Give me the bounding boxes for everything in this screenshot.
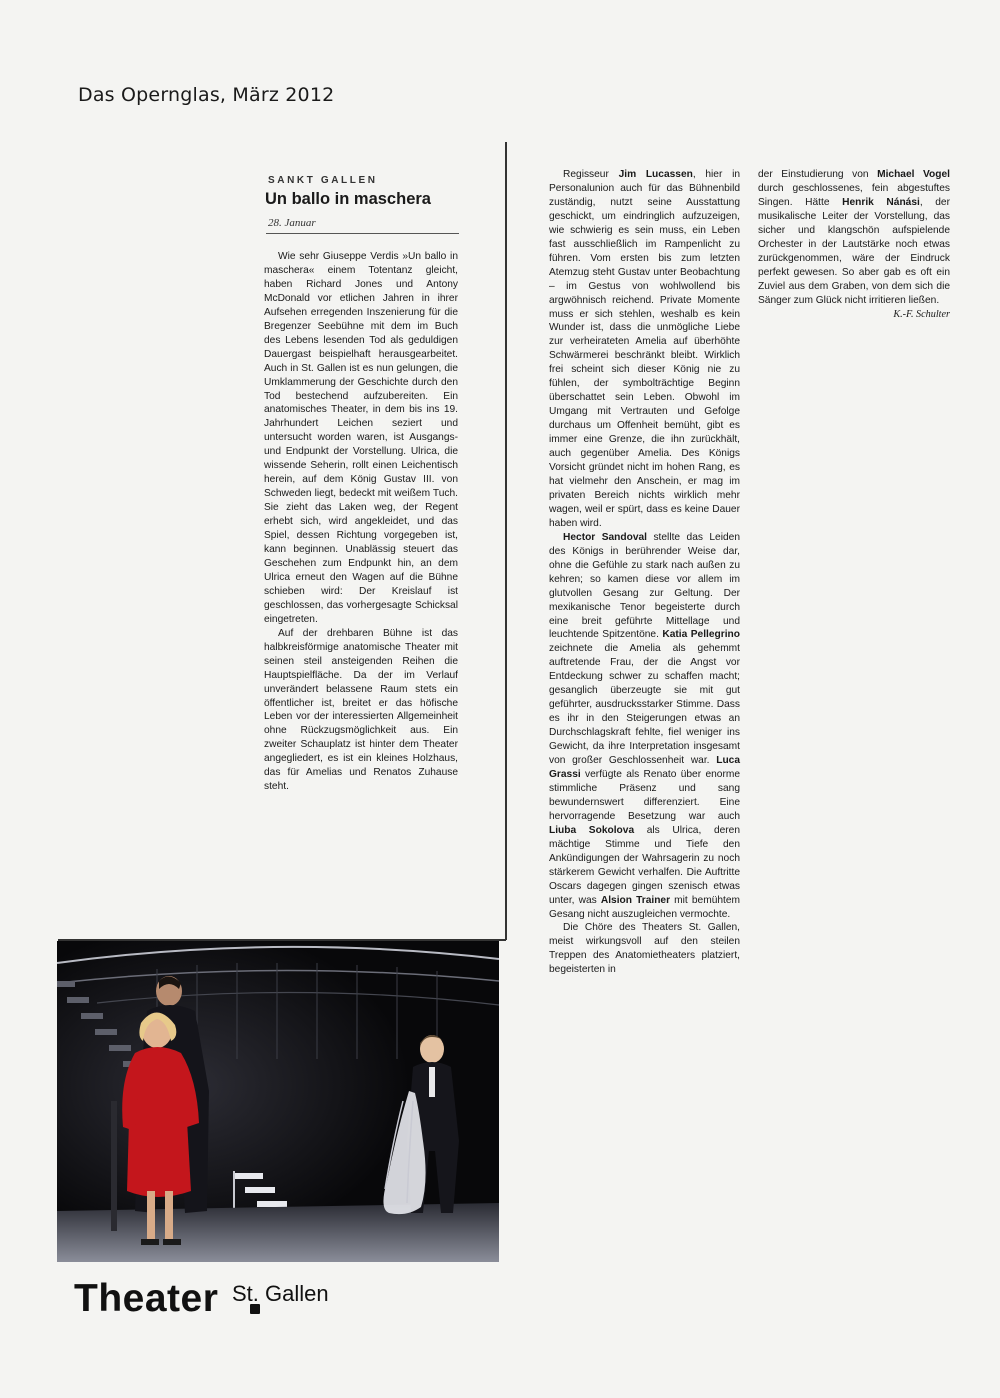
date-underline — [266, 233, 459, 234]
stage-photo-image — [57, 941, 499, 1262]
theater-logo — [74, 1277, 329, 1321]
article-column-3 — [758, 168, 950, 321]
person-name: Liuba Sokolova — [549, 824, 635, 836]
paragraph: Hector Sandoval stellte das Leiden des Königs in berührender Weise dar, ohne die Gefühle zu stark nach außen zu kehren; so kamen diese vor allem im glutvollen Gesang zur Geltung. Der mexikanische Tenor begeisterte durch eine breit geführte Mittellage und leuchtende Spitzentöne. Katia Pellegrino zeichnete die Amelia als gehemmt auftretende Frau, der die Angst vor Entdeckung schwer zu schaffen macht; gesanglich überzeugte sie mit gut geführter, ausdrucksstarker Stimme. Dass es ihr in den Steigerungen etwas an Durchschlagskraft fehlte, fiel weniger ins Gewicht, da ihre Interpretation insgesamt von großer Geschlossenheit war. Luca Grassi verfügte als Renato über enorme stimmliche Präsenz und sang bewundernswert differenziert. Eine hervorragende Besetzung war auch Liuba Sokolova als Ulrica, deren mächtige Stimme und Tiefe den Ankündigungen der Wahrsagerin zu noch stärkerem Gewicht verhalfen. Die Auftritte Oscars dagegen gingen szenisch etwas unter, was Alsion Trainer mit bemühtem Gesang nicht auszugleichen vermochte. — [549, 531, 741, 920]
publication-source: Das Opernglas, März 2012 — [78, 84, 335, 106]
person-name: Hector Sandoval — [563, 531, 648, 543]
logo-main-text: Theater — [74, 1277, 219, 1320]
stage-photo — [57, 941, 499, 1262]
article-column-1 — [264, 250, 458, 794]
person-name: Katia Pellegrino — [662, 629, 740, 641]
paragraph: Regisseur Jim Lucassen, hier in Personalunion auch für das Bühnenbild zuständig, nutzt seine Ausstattung geschickt, um eindringlich aufzuzeigen, wie schwierig es sein muss, ein Leben fast ausschließlich im Rampenlicht zu führen. Vom ersten bis zum letzten Atemzug steht Gustav unter Beobachtung – im Gestus von wohlwollend bis argwöhnisch reichend. Private Momente muss er sich stehlen, weshalb es kein Wunder ist, dass die unmögliche Liebe zur verheirateten Amelia auf überhöhte Schwärmerei beschränkt bleibt. Wirklich frei scheint sich dieser König nie zu fühlen, der symbolträchtige Beginn überschattet sein Leben. Obwohl im Umgang mit Vertrauten und Gefolge durchaus um Offenheit bemüht, gibt es immer eine Grenze, die ihn zurückhält, auch gegenüber Amelia. Des Königs Vorsicht gründet nicht im hohen Rang, es hat vielmehr den Anschein, er mag im privaten Bereich nichts wirklich mehr wagen, weil er spürt, dass es keine Dauer haben wird. — [549, 169, 740, 529]
column-rule — [505, 142, 507, 940]
person-name: Jim Lucassen — [618, 169, 693, 180]
person-name: Henrik Nánási — [842, 196, 920, 208]
paragraph: der Einstudierung von Michael Vogel durch geschlossenes, fein abgestuftes Singen. Hätte Henrik Nánási, der musikalische Leiter der Vorstellung, das sicher und klangschön aufspielende Orchester in der Lautstärke noch etwas zurückgenommen, wäre der Eindruck perfekt gewesen. So aber gab es oft ein Zuviel aus dem Graben, von dem sich die Sänger zum Glück nicht irritieren ließen. K.-F. Schulter — [758, 169, 950, 320]
paragraph: Auf der drehbaren Bühne ist das halbkreisförmige anatomische Theater mit seinen steil ansteigenden Reihen die Hauptspielfläche. Da der im Verlauf unverändert belassene Raum stets ein öffentlicher ist, breitet er das höfische Leben vor der interessierten Allgemeinheit ohne Rückzugsmöglichkeit aus. Ein zweiter Schauplatz ist hinter dem Theater angegliedert, es ist ein kleines Holzhaus, das für Amelias und Renatos Zuhause steht. — [264, 627, 458, 793]
paragraph: Die Chöre des Theaters St. Gallen, meist wirkungsvoll auf den steilen Treppen des Anatomietheaters platziert, begeisterten in — [549, 922, 740, 976]
person-name: Alsion Trainer — [600, 894, 671, 906]
article-date: 28. Januar — [268, 217, 316, 229]
article-kicker: SANKT GALLEN — [268, 175, 378, 186]
person-name: Michael Vogel — [877, 169, 950, 180]
article-column-2 — [549, 168, 740, 977]
logo-sub-text: St. Gallen — [232, 1281, 329, 1306]
author-signature: K.-F. Schulter — [893, 308, 950, 320]
person-name: Luca Grassi — [549, 755, 740, 780]
article-headline: Un ballo in maschera — [265, 190, 431, 208]
paragraph: Wie sehr Giuseppe Verdis »Un ballo in maschera« einem Totentanz gleicht, haben Richard Jones und Antony McDonald vor etlichen Jahren in ihrer Aufsehen erregenden Inszenierung für die Bregenzer Seebühne mit dem im Buch des Lebens lesenden Tod als geduldigen Dauergast beispielhaft herausgearbeitet. Auch in St. Gallen ist es nun gelungen, die Umklammerung der Geschichte durch den Tod bestechend aufzubereiten. Ein anatomisches Theater, in dem bis ins 19. Jahrhundert Leichen seziert und untersucht worden waren, ist Ausgangs- und Endpunkt der Vorstellung. Ulrica, die wissende Seherin, rollt einen Leichentisch herein, auf dem König Gustav III. von Schweden liegt, bedeckt mit weißem Tuch. Sie zieht das Laken weg, der Regent erhebt sich, wird angekleidet, und das Spiel, dessen Richtung vorgegeben ist, kann beginnen. Unablässig steuert das Geschehen zum Endpunkt hin, an dem Ulrica erneut den Wagen auf die Bühne schieben wird: Der Kreislauf ist geschlossen, das vorhergesagte Schicksal eingetreten. — [264, 251, 458, 625]
